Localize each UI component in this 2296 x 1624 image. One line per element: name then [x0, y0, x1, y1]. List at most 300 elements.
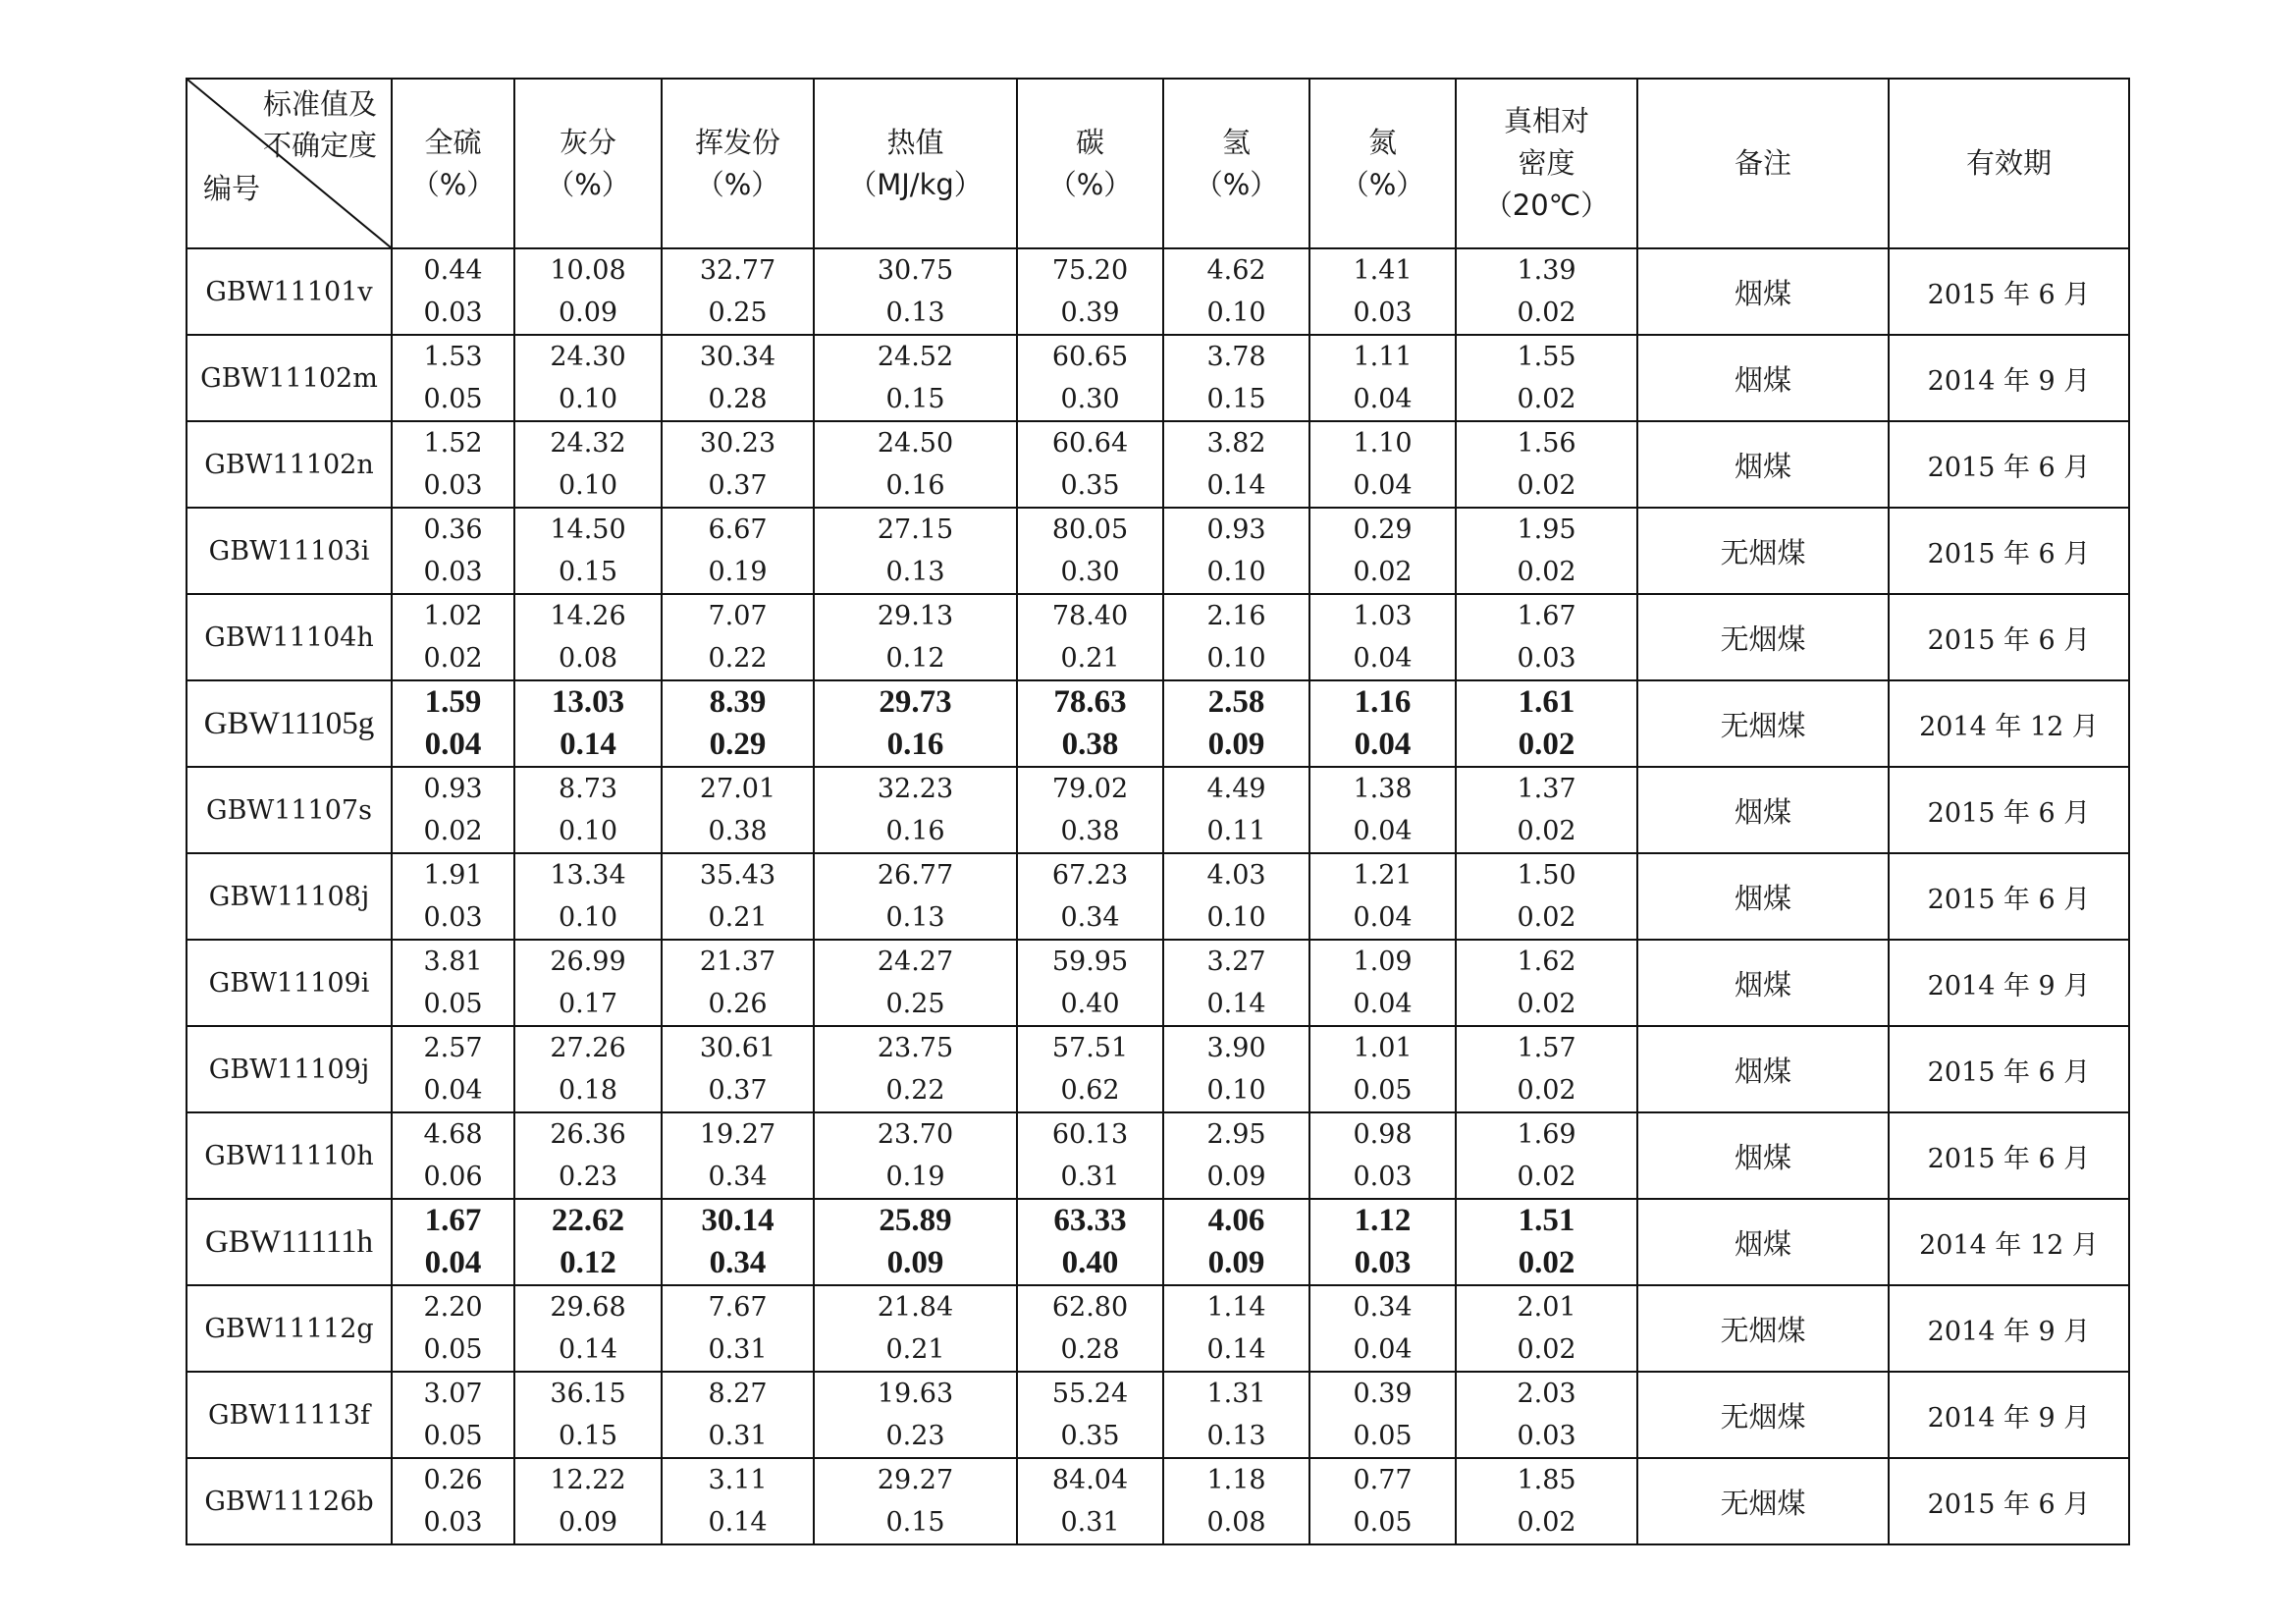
standard-value: 4.03: [1206, 860, 1266, 891]
coal-type-note: 无烟煤: [1637, 594, 1889, 680]
standard-value: 30.61: [699, 1033, 776, 1063]
standard-value: 14.26: [550, 601, 626, 631]
standard-value: 4.49: [1206, 774, 1266, 804]
cell-hydrogen: [1163, 680, 1309, 767]
cell-hydrogen: [1163, 508, 1309, 594]
uncertainty-value: 0.05: [423, 1334, 483, 1365]
cell-carbon: [1017, 248, 1163, 335]
validity-date: 2014 年 9 月: [1889, 1285, 2129, 1372]
validity-date: 2014 年 9 月: [1889, 940, 2129, 1026]
standard-value: 57.51: [1051, 1033, 1129, 1063]
uncertainty-value: 0.08: [558, 643, 618, 674]
uncertainty-value: 0.02: [1517, 557, 1576, 587]
standard-value: 24.30: [550, 342, 626, 372]
uncertainty-value: 0.06: [423, 1162, 483, 1192]
uncertainty-value: 0.14: [560, 727, 616, 762]
standard-value: 80.05: [1051, 514, 1129, 545]
cell-hydrogen: [1163, 940, 1309, 1026]
cell-total-sulfur: [392, 767, 514, 853]
standard-value: 1.55: [1517, 342, 1576, 372]
uncertainty-value: 0.10: [558, 470, 618, 501]
uncertainty-value: 0.04: [1353, 470, 1413, 501]
cell-volatile: [662, 1026, 814, 1112]
sample-code: GBW11101v: [187, 248, 392, 335]
uncertainty-value: 0.10: [558, 384, 618, 414]
coal-type-note: 烟煤: [1637, 1026, 1889, 1112]
sample-code: GBW11111h: [187, 1199, 392, 1285]
standard-value: 1.53: [423, 342, 483, 372]
table-row: [187, 1026, 2129, 1112]
uncertainty-value: 0.13: [885, 298, 945, 328]
uncertainty-value: 0.26: [708, 989, 768, 1019]
uncertainty-value: 0.05: [423, 989, 483, 1019]
uncertainty-value: 0.29: [709, 727, 767, 762]
cell-nitrogen: [1309, 1372, 1456, 1458]
uncertainty-value: 0.04: [424, 1245, 482, 1280]
uncertainty-value: 0.10: [558, 902, 618, 933]
standard-value: 14.50: [550, 514, 626, 545]
validity-date: 2015 年 6 月: [1889, 1026, 2129, 1112]
standard-value: 2.01: [1517, 1292, 1576, 1323]
cell-ash: [514, 248, 662, 335]
uncertainty-value: 0.37: [708, 470, 768, 501]
coal-type-note: 烟煤: [1637, 1112, 1889, 1199]
cell-calorific: [814, 421, 1017, 508]
coal-type-note: 无烟煤: [1637, 1285, 1889, 1372]
cell-density: [1456, 335, 1637, 421]
col-header-volatile: [662, 79, 814, 248]
uncertainty-value: 0.04: [1354, 727, 1412, 762]
standard-value: 29.68: [550, 1292, 626, 1323]
table-row: [187, 421, 2129, 508]
standard-value: 6.67: [708, 514, 768, 545]
uncertainty-value: 0.05: [1353, 1075, 1413, 1106]
uncertainty-value: 0.35: [1060, 470, 1120, 501]
cell-density: [1456, 767, 1637, 853]
standard-value: 1.56: [1517, 428, 1576, 459]
standard-value: 2.16: [1206, 601, 1266, 631]
uncertainty-value: 0.02: [1517, 1507, 1576, 1538]
coal-type-note: 无烟煤: [1637, 508, 1889, 594]
col-unit: （%）: [1194, 167, 1279, 201]
cell-density: [1456, 853, 1637, 940]
uncertainty-value: 0.02: [1517, 1334, 1576, 1365]
cell-volatile: [662, 248, 814, 335]
cell-calorific: [814, 508, 1017, 594]
coal-reference-table: [186, 78, 2130, 1545]
uncertainty-value: 0.04: [1353, 902, 1413, 933]
cell-volatile: [662, 594, 814, 680]
uncertainty-value: 0.19: [708, 557, 768, 587]
uncertainty-value: 0.03: [1353, 298, 1413, 328]
validity-date: 2015 年 6 月: [1889, 594, 2129, 680]
uncertainty-value: 0.02: [1517, 298, 1576, 328]
cell-nitrogen: [1309, 1458, 1456, 1544]
standard-value: 10.08: [550, 255, 626, 286]
standard-value: 1.69: [1517, 1119, 1576, 1150]
standard-value: 1.10: [1353, 428, 1413, 459]
cell-density: [1456, 421, 1637, 508]
cell-carbon: [1017, 1458, 1163, 1544]
cell-density: [1456, 1112, 1637, 1199]
standard-value: 4.62: [1206, 255, 1266, 286]
uncertainty-value: 0.10: [558, 816, 618, 846]
uncertainty-value: 0.16: [885, 470, 945, 501]
uncertainty-value: 0.10: [1206, 643, 1266, 674]
validity-date: 2014 年 9 月: [1889, 1372, 2129, 1458]
standard-value: 2.03: [1517, 1379, 1576, 1409]
standard-value: 79.02: [1051, 774, 1129, 804]
standard-value: 3.81: [423, 947, 483, 977]
standard-value: 1.57: [1517, 1033, 1576, 1063]
standard-value: 1.09: [1353, 947, 1413, 977]
sample-code: GBW11107s: [187, 767, 392, 853]
standard-value: 1.21: [1353, 860, 1413, 891]
col-header-note: [1637, 79, 1889, 248]
standard-value: 26.99: [550, 947, 626, 977]
uncertainty-value: 0.15: [885, 384, 945, 414]
standard-value: 30.34: [699, 342, 776, 372]
uncertainty-value: 0.09: [1207, 1245, 1265, 1280]
standard-value: 23.75: [877, 1033, 954, 1063]
validity-date: 2014 年 12 月: [1889, 680, 2129, 767]
cell-ash: [514, 1112, 662, 1199]
sample-code: GBW11102n: [187, 421, 392, 508]
uncertainty-value: 0.15: [885, 1507, 945, 1538]
standard-value: 1.50: [1517, 860, 1576, 891]
cell-density: [1456, 1285, 1637, 1372]
cell-ash: [514, 1285, 662, 1372]
cell-calorific: [814, 1112, 1017, 1199]
uncertainty-value: 0.62: [1060, 1075, 1120, 1106]
col-unit: （%）: [1047, 167, 1133, 201]
cell-calorific: [814, 1199, 1017, 1285]
cell-density: [1456, 594, 1637, 680]
uncertainty-value: 0.23: [558, 1162, 618, 1192]
cell-total-sulfur: [392, 1199, 514, 1285]
cell-hydrogen: [1163, 767, 1309, 853]
cell-volatile: [662, 1112, 814, 1199]
uncertainty-value: 0.05: [423, 1421, 483, 1451]
standard-value: 13.34: [550, 860, 626, 891]
standard-value: 13.03: [551, 684, 625, 720]
cell-volatile: [662, 853, 814, 940]
uncertainty-value: 0.21: [1060, 643, 1120, 674]
uncertainty-value: 0.34: [709, 1245, 767, 1280]
standard-value: 27.26: [550, 1033, 626, 1063]
sample-code: GBW11105g: [187, 680, 392, 767]
cell-calorific: [814, 1026, 1017, 1112]
cell-carbon: [1017, 421, 1163, 508]
standard-value: 24.50: [877, 428, 954, 459]
col-unit: （%）: [410, 167, 496, 201]
uncertainty-value: 0.11: [1206, 816, 1266, 846]
uncertainty-value: 0.09: [1206, 1162, 1266, 1192]
standard-value: 78.40: [1051, 601, 1129, 631]
cell-volatile: [662, 1199, 814, 1285]
corner-top-label: [263, 83, 377, 166]
standard-value: 0.98: [1353, 1119, 1413, 1150]
uncertainty-value: 0.15: [558, 557, 618, 587]
standard-value: 1.85: [1517, 1465, 1576, 1495]
sample-code: GBW11102m: [187, 335, 392, 421]
cell-density: [1456, 1458, 1637, 1544]
uncertainty-value: 0.38: [1061, 727, 1119, 762]
standard-value: 0.29: [1353, 514, 1413, 545]
cell-volatile: [662, 508, 814, 594]
corner-label-standard-value: 标准值及: [262, 87, 377, 121]
cell-density: [1456, 1199, 1637, 1285]
corner-label-uncertainty: 不确定度: [262, 129, 377, 162]
standard-value: 23.70: [877, 1119, 954, 1150]
col-name: 灰分: [559, 125, 616, 159]
standard-value: 4.68: [423, 1119, 483, 1150]
sample-code: GBW11104h: [187, 594, 392, 680]
col-header-total-sulfur: [392, 79, 514, 248]
reference-material-table-container: [186, 78, 2130, 1545]
uncertainty-value: 0.04: [1353, 989, 1413, 1019]
standard-value: 3.90: [1206, 1033, 1266, 1063]
coal-type-note: 烟煤: [1637, 335, 1889, 421]
uncertainty-value: 0.37: [708, 1075, 768, 1106]
cell-density: [1456, 508, 1637, 594]
col-name: 碳: [1075, 125, 1104, 159]
cell-carbon: [1017, 1026, 1163, 1112]
uncertainty-value: 0.31: [708, 1421, 768, 1451]
col-name: 有效期: [1965, 146, 2052, 180]
standard-value: 1.37: [1517, 774, 1576, 804]
standard-value: 24.52: [877, 342, 954, 372]
col-name: 氮: [1367, 125, 1397, 159]
col-name: 氢: [1221, 125, 1251, 159]
col-unit: （%）: [695, 167, 780, 201]
cell-nitrogen: [1309, 767, 1456, 853]
coal-type-note: 烟煤: [1637, 248, 1889, 335]
col-name-line2: 密度: [1518, 146, 1575, 180]
table-row: [187, 594, 2129, 680]
cell-nitrogen: [1309, 421, 1456, 508]
standard-value: 55.24: [1051, 1379, 1129, 1409]
uncertainty-value: 0.19: [885, 1162, 945, 1192]
sample-code: GBW11113f: [187, 1372, 392, 1458]
standard-value: 1.67: [424, 1203, 482, 1238]
standard-value: 4.06: [1207, 1203, 1265, 1238]
cell-nitrogen: [1309, 940, 1456, 1026]
cell-calorific: [814, 1285, 1017, 1372]
uncertainty-value: 0.05: [1353, 1421, 1413, 1451]
standard-value: 1.51: [1518, 1203, 1575, 1238]
cell-volatile: [662, 940, 814, 1026]
uncertainty-value: 0.15: [558, 1421, 618, 1451]
table-row: [187, 1112, 2129, 1199]
cell-nitrogen: [1309, 335, 1456, 421]
standard-value: 2.58: [1207, 684, 1265, 720]
standard-value: 25.89: [879, 1203, 952, 1238]
uncertainty-value: 0.02: [1517, 384, 1576, 414]
validity-date: 2015 年 6 月: [1889, 421, 2129, 508]
standard-value: 1.39: [1517, 255, 1576, 286]
cell-volatile: [662, 767, 814, 853]
standard-value: 1.41: [1353, 255, 1413, 286]
standard-value: 19.63: [877, 1379, 954, 1409]
uncertainty-value: 0.04: [1353, 1334, 1413, 1365]
uncertainty-value: 0.14: [1206, 1334, 1266, 1365]
uncertainty-value: 0.22: [708, 643, 768, 674]
uncertainty-value: 0.04: [1353, 643, 1413, 674]
standard-value: 62.80: [1051, 1292, 1129, 1323]
standard-value: 60.64: [1051, 428, 1129, 459]
validity-date: 2015 年 6 月: [1889, 1112, 2129, 1199]
uncertainty-value: 0.03: [1517, 643, 1576, 674]
standard-value: 29.73: [879, 684, 952, 720]
cell-nitrogen: [1309, 594, 1456, 680]
cell-carbon: [1017, 767, 1163, 853]
uncertainty-value: 0.40: [1061, 1245, 1119, 1280]
standard-value: 63.33: [1053, 1203, 1127, 1238]
uncertainty-value: 0.16: [886, 727, 944, 762]
col-header-calorific: [814, 79, 1017, 248]
corner-label-code: 编号: [203, 172, 261, 205]
standard-value: 78.63: [1053, 684, 1127, 720]
standard-value: 1.67: [1517, 601, 1576, 631]
coal-type-note: 烟煤: [1637, 853, 1889, 940]
cell-total-sulfur: [392, 335, 514, 421]
standard-value: 3.82: [1206, 428, 1266, 459]
standard-value: 1.16: [1354, 684, 1412, 720]
table-row: [187, 1285, 2129, 1372]
col-header-validity: [1889, 79, 2129, 248]
uncertainty-value: 0.12: [885, 643, 945, 674]
cell-hydrogen: [1163, 1285, 1309, 1372]
uncertainty-value: 0.22: [885, 1075, 945, 1106]
cell-calorific: [814, 248, 1017, 335]
standard-value: 2.57: [423, 1033, 483, 1063]
cell-carbon: [1017, 1372, 1163, 1458]
sample-code: GBW11112g: [187, 1285, 392, 1372]
cell-nitrogen: [1309, 1199, 1456, 1285]
uncertainty-value: 0.23: [885, 1421, 945, 1451]
sample-code: GBW11110h: [187, 1112, 392, 1199]
uncertainty-value: 0.02: [1353, 557, 1413, 587]
uncertainty-value: 0.25: [885, 989, 945, 1019]
uncertainty-value: 0.12: [560, 1245, 616, 1280]
cell-volatile: [662, 1285, 814, 1372]
standard-value: 1.91: [423, 860, 483, 891]
uncertainty-value: 0.10: [1206, 298, 1266, 328]
cell-ash: [514, 940, 662, 1026]
validity-date: 2015 年 6 月: [1889, 508, 2129, 594]
cell-calorific: [814, 335, 1017, 421]
cell-ash: [514, 594, 662, 680]
cell-calorific: [814, 853, 1017, 940]
standard-value: 8.39: [709, 684, 767, 720]
uncertainty-value: 0.03: [423, 470, 483, 501]
uncertainty-value: 0.31: [1060, 1162, 1120, 1192]
standard-value: 3.07: [423, 1379, 483, 1409]
cell-hydrogen: [1163, 1458, 1309, 1544]
cell-hydrogen: [1163, 1112, 1309, 1199]
col-header-hydrogen: [1163, 79, 1309, 248]
table-row: [187, 1199, 2129, 1285]
uncertainty-value: 0.02: [1518, 727, 1575, 762]
cell-calorific: [814, 680, 1017, 767]
sample-code: GBW11108j: [187, 853, 392, 940]
validity-date: 2015 年 6 月: [1889, 853, 2129, 940]
col-name: 热值: [886, 125, 944, 159]
cell-calorific: [814, 767, 1017, 853]
uncertainty-value: 0.02: [1517, 989, 1576, 1019]
uncertainty-value: 0.14: [1206, 470, 1266, 501]
uncertainty-value: 0.35: [1060, 1421, 1120, 1451]
uncertainty-value: 0.04: [423, 1075, 483, 1106]
standard-value: 1.01: [1353, 1033, 1413, 1063]
uncertainty-value: 0.15: [1206, 384, 1266, 414]
cell-nitrogen: [1309, 248, 1456, 335]
standard-value: 12.22: [550, 1465, 626, 1495]
cell-volatile: [662, 1458, 814, 1544]
cell-total-sulfur: [392, 248, 514, 335]
uncertainty-value: 0.09: [558, 1507, 618, 1538]
col-header-ash: [514, 79, 662, 248]
uncertainty-value: 0.04: [1353, 816, 1413, 846]
standard-value: 59.95: [1051, 947, 1129, 977]
uncertainty-value: 0.02: [1517, 1162, 1576, 1192]
uncertainty-value: 0.18: [558, 1075, 618, 1106]
cell-total-sulfur: [392, 1372, 514, 1458]
cell-hydrogen: [1163, 421, 1309, 508]
standard-value: 1.59: [424, 684, 482, 720]
sample-code: GBW11109j: [187, 1026, 392, 1112]
validity-date: 2014 年 12 月: [1889, 1199, 2129, 1285]
standard-value: 19.27: [699, 1119, 776, 1150]
uncertainty-value: 0.34: [708, 1162, 768, 1192]
cell-total-sulfur: [392, 680, 514, 767]
standard-value: 1.02: [423, 601, 483, 631]
standard-value: 32.77: [699, 255, 776, 286]
uncertainty-value: 0.39: [1060, 298, 1120, 328]
table-row: [187, 940, 2129, 1026]
uncertainty-value: 0.05: [1353, 1507, 1413, 1538]
cell-carbon: [1017, 1285, 1163, 1372]
cell-hydrogen: [1163, 853, 1309, 940]
col-unit: （MJ/kg）: [848, 167, 983, 201]
standard-value: 0.93: [1206, 514, 1266, 545]
col-name: 真相对: [1503, 104, 1589, 137]
standard-value: 26.36: [550, 1119, 626, 1150]
uncertainty-value: 0.02: [1518, 1245, 1575, 1280]
cell-calorific: [814, 940, 1017, 1026]
cell-density: [1456, 940, 1637, 1026]
cell-ash: [514, 1199, 662, 1285]
cell-hydrogen: [1163, 248, 1309, 335]
standard-value: 27.01: [699, 774, 776, 804]
cell-ash: [514, 335, 662, 421]
cell-carbon: [1017, 335, 1163, 421]
uncertainty-value: 0.30: [1060, 557, 1120, 587]
col-name: 备注: [1734, 146, 1791, 180]
standard-value: 2.20: [423, 1292, 483, 1323]
coal-type-note: 无烟煤: [1637, 1458, 1889, 1544]
uncertainty-value: 0.21: [885, 1334, 945, 1365]
standard-value: 21.84: [877, 1292, 954, 1323]
uncertainty-value: 0.05: [423, 384, 483, 414]
cell-hydrogen: [1163, 1372, 1309, 1458]
standard-value: 1.62: [1517, 947, 1576, 977]
cell-carbon: [1017, 1199, 1163, 1285]
uncertainty-value: 0.38: [1060, 816, 1120, 846]
standard-value: 1.11: [1353, 342, 1413, 372]
coal-type-note: 无烟煤: [1637, 1372, 1889, 1458]
